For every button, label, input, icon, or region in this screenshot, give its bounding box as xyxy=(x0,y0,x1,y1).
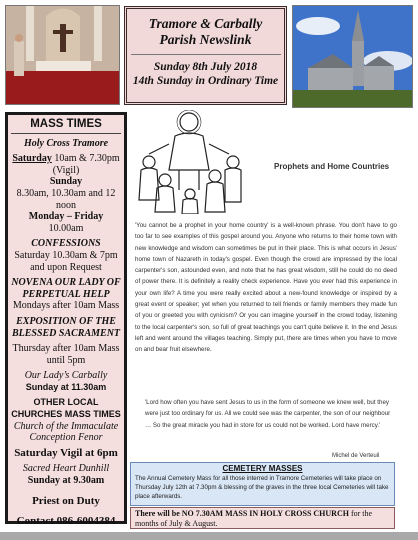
mass-times-divider xyxy=(11,133,121,134)
weekday-label: Monday – Friday xyxy=(28,211,104,223)
title-divider xyxy=(131,54,281,55)
exposition-times: Thursday after 10am Mass until 5pm xyxy=(12,343,120,366)
cemetery-masses-box xyxy=(130,462,395,506)
notice-rest-text: for the months of July & August. xyxy=(135,509,373,528)
church-interior-illustration xyxy=(6,6,120,105)
notice-bold-text: There will be NO 7.30AM MASS IN HOLY CROSS CHURCH xyxy=(135,509,349,518)
mass-times-heading: MASS TIMES xyxy=(30,118,102,130)
bottom-scroll-strip xyxy=(0,532,418,540)
priest-contact: Contact 086-6004384 xyxy=(16,515,116,528)
other-churches-label: OTHER LOCAL CHURCHES MASS TIMES xyxy=(11,397,121,420)
saturday-label: Saturday xyxy=(12,153,52,165)
church-name: Holy Cross Tramore xyxy=(23,137,109,149)
saturday-times: 10am & 7.30pm (Vigil) xyxy=(51,153,120,176)
newsletter-title-line2: Parish Newslink xyxy=(159,32,252,47)
sunday-times: 8.30am, 10.30am and 12 noon xyxy=(16,187,116,211)
jesus-teaching-illustration xyxy=(135,110,243,214)
line-drawing-icon xyxy=(135,110,243,214)
confessions-times: Saturday 10.30am & 7pm and upon Request xyxy=(14,249,118,273)
saturday-mass xyxy=(11,153,121,176)
novena-label: NOVENA OUR LADY OF PERPETUAL HELP xyxy=(11,277,121,300)
article-body: 'You cannot be a prophet in your home country' is a well-known phrase. You don't have to go too far to see examples of this gospel around you. Anyone who returns to their home town with new knowledge and wisdom can sometimes be put in their place. This is what occurs in Jesus' home town of Nazareth in today's gospel. Even though the crowd are impressed by the local carpenter's son, astounded even, and note that he has great wisdom, still he could do no deed of power there. It is definitely a reality check experience. Have you ever had this experience in your own life? A time you were really excited about a new-found knowledge or inspired by a great event or speaker; yet when you returned to tell friends or family members they made fun of you or greeted you with cynicism? Or you can imagine yourself in the crowd today, listening to the local carpenter's son, so full of great teachings you can't quite believe it. In the end Jesus left and went around the villages teaching. Simply put, there are times when you have to move on and bear fruit elsewhere. xyxy=(135,222,397,354)
article-title: Prophets and Home Countries xyxy=(274,162,390,171)
article-signature: Michel de Verteuil xyxy=(332,453,380,459)
newsletter-title-box xyxy=(124,6,287,105)
fenor-times: Saturday Vigil at 6pm xyxy=(14,446,118,459)
carbally-times: Sunday at 11.30am xyxy=(25,381,107,392)
church-spire-illustration xyxy=(293,6,413,108)
article-quote: 'Lord how often you have sent Jesus to us in the form of someone we knew well, but they were just too ordinary for us. All we could see was the carpenter, the son of our neighbour … So the great miracle you had in store for us could not be worked. Lord have mercy.' xyxy=(145,399,391,429)
novena-times: Mondays after 10am Mass xyxy=(12,300,120,312)
exposition-label: EXPOSITION OF THE BLESSED SACRAMENT xyxy=(11,315,121,339)
cemetery-heading: CEMETERY MASSES xyxy=(222,464,303,473)
church-interior-photo xyxy=(5,5,120,105)
church-exterior-photo xyxy=(292,5,413,108)
dunhill-label: Sacred Heart Dunhill xyxy=(22,463,110,475)
newsletter-date: Sunday 8th July 2018 xyxy=(153,61,258,73)
sunday-label: Sunday xyxy=(49,176,83,188)
dunhill-times: Sunday at 9.30am xyxy=(27,475,105,487)
fenor-church-label: Church of the Immaculate Conception Fenor xyxy=(13,420,119,444)
mass-times-panel xyxy=(5,112,127,528)
newsletter-title-line1: Tramore & Carbally xyxy=(148,16,263,31)
weekday-times: 10.00am xyxy=(48,222,84,234)
carbally-label: Our Lady’s Carbally xyxy=(24,370,108,382)
priest-on-duty: Priest on Duty xyxy=(32,494,100,507)
confessions-label: CONFESSIONS xyxy=(31,238,101,250)
cemetery-body: The Annual Cemetery Mass for all those interred in Tramore Cemeteries will take place on Thursday July 12th at 7.30pm & blessing of the graves in the three local Cemeteries will take place afterwards. xyxy=(135,475,389,500)
no-early-mass-notice xyxy=(130,507,395,529)
liturgical-day: 14th Sunday in Ordinary Time xyxy=(132,75,279,87)
